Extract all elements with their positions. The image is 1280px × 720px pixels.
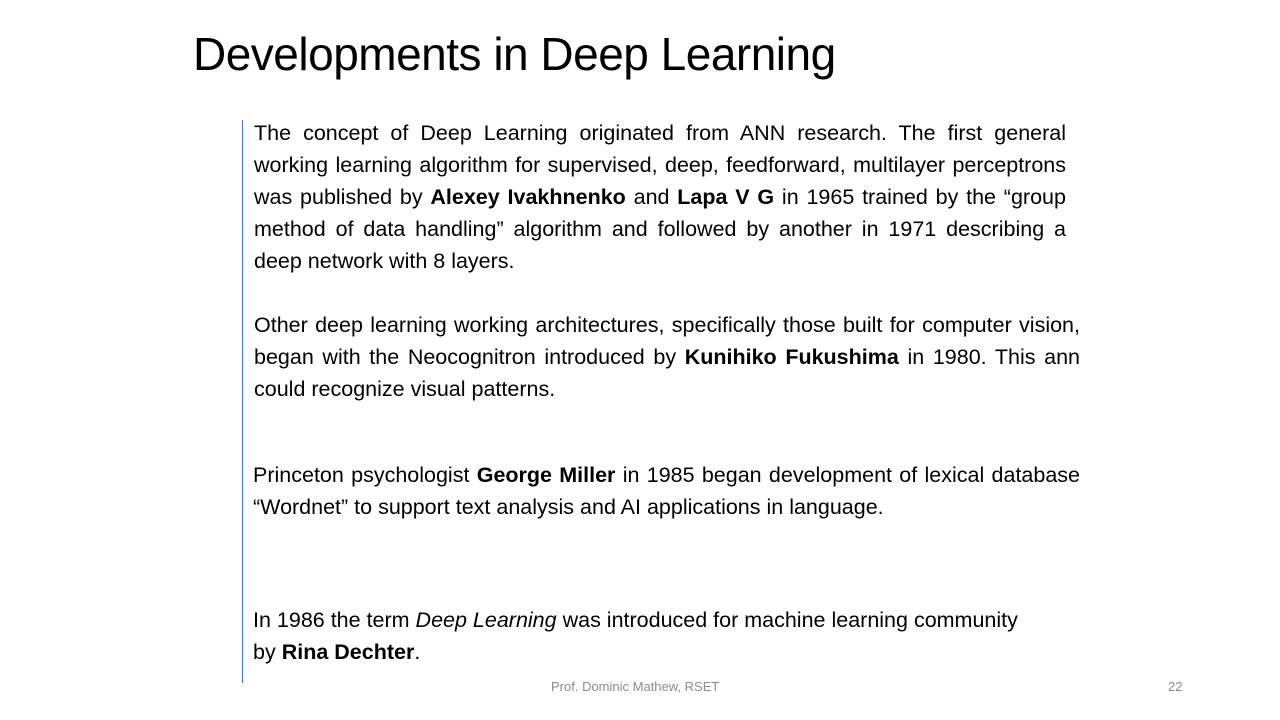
paragraph-text: in 1985 began development of lexical database “Wordnet” to support text analysis and AI applications in language. [253,463,1081,519]
bold-name-lapa: Lapa V G [677,185,775,209]
accent-divider-line [242,120,243,683]
paragraph-wordnet [253,459,1080,523]
bold-name-dechter: Rina Dechter [281,640,415,664]
slide-title: Developments in Deep Learning [193,28,836,80]
paragraph-text: in 1965 trained by the “group method of data handling” algorithm and followed by another in 1971 describing a deep network with 8 layers. [254,185,1066,273]
paragraph-text: was introduced for machine learning community by [253,608,1018,664]
bold-name-miller: George Miller [476,463,616,487]
italic-term-deep-learning: Deep Learning [415,608,557,632]
paragraph-neocognitron [254,309,1080,405]
slide-footer: Prof. Dominic Mathew, RSET [551,679,720,694]
paragraph-text: Other deep learning working architectures, specifically those built for computer vision, began with the Neocognitron introduced by [254,313,1080,369]
bold-name-fukushima: Kunihiko Fukushima [684,345,899,369]
paragraph-deep-learning-term [253,604,1033,668]
paragraph-text: and [625,185,678,209]
paragraph-text: The concept of Deep Learning originated from ANN research. The first general working learning algorithm for supervised, deep, feedforward, multilayer perceptrons was published by [254,121,1066,209]
paragraph-origin-of-deep-learning [254,117,1066,277]
slide-page-number: 22 [1168,679,1183,694]
paragraph-text: Princeton psychologist [253,463,477,487]
bold-name-ivakhnenko: Alexey Ivakhnenko [430,185,626,209]
paragraph-text: . [414,640,421,664]
paragraph-text: In 1986 the term [253,608,416,632]
paragraph-text: in 1980. This ann could recognize visual patterns. [254,345,1080,401]
